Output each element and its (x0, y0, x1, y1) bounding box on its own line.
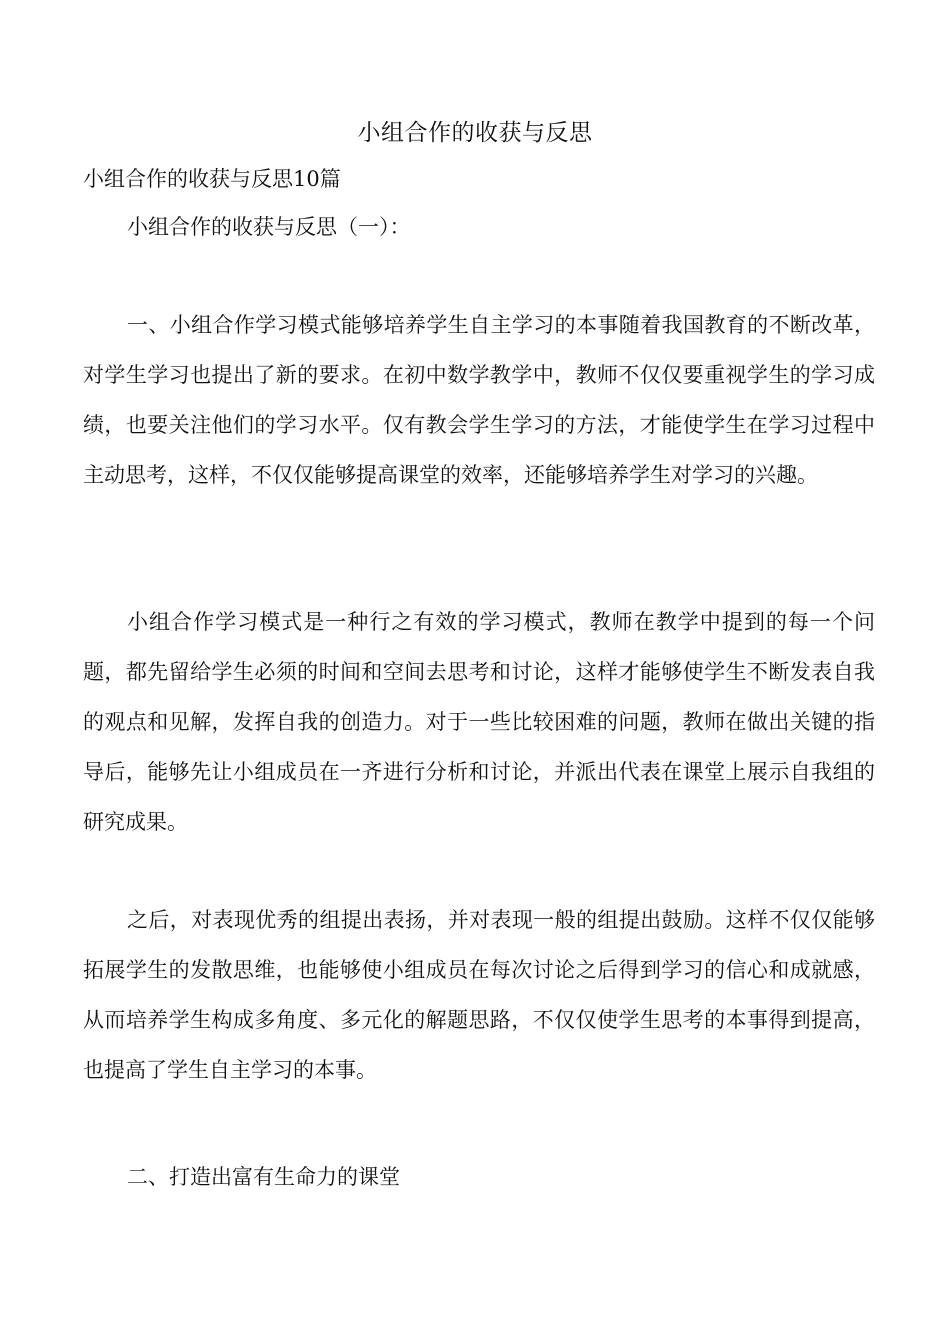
section-heading-2: 二、打造出富有生命力的课堂 (127, 1165, 400, 1189)
paragraph-3: 之后，对表现优秀的组提出表扬，并对表现一般的组提出鼓励。这样不仅仅能够拓展学生的发散思维，也能够使小组成员在每次讨论之后得到学习的信心和成就感，从而培养学生构成多角度、多元化的解题思路，不仅仅使学生思考的本事得到提高，也提高了学生自主学习的本事。 (83, 908, 875, 1082)
paragraph-1: 一、小组合作学习模式能够培养学生自主学习的本事随着我国教育的不断改革，对学生学习也提出了新的要求。在初中数学教学中，教师不仅仅要重视学生的学习成绩，也要关注他们的学习水平。仅有教会学生学习的方法，才能使学生在学习过程中主动思考，这样，不仅仅能够提高课堂的效率，还能够培养学生对学习的兴趣。 (83, 313, 875, 487)
document-title: 小组合作的收获与反思 (357, 120, 593, 146)
section-label: 小组合作的收获与反思（一）： (127, 215, 411, 239)
paragraph-2: 小组合作学习模式是一种行之有效的学习模式，教师在教学中提到的每一个问题，都先留给学生必须的时间和空间去思考和讨论，这样才能够使学生不断发表自我的观点和见解，发挥自我的创造力。对于一些比较困难的问题，教师在做出关键的指导后，能够先让小组成员在一齐进行分析和讨论，并派出代表在课堂上展示自我组的研究成果。 (83, 610, 875, 834)
document-subtitle: 小组合作的收获与反思10篇 (83, 167, 341, 191)
